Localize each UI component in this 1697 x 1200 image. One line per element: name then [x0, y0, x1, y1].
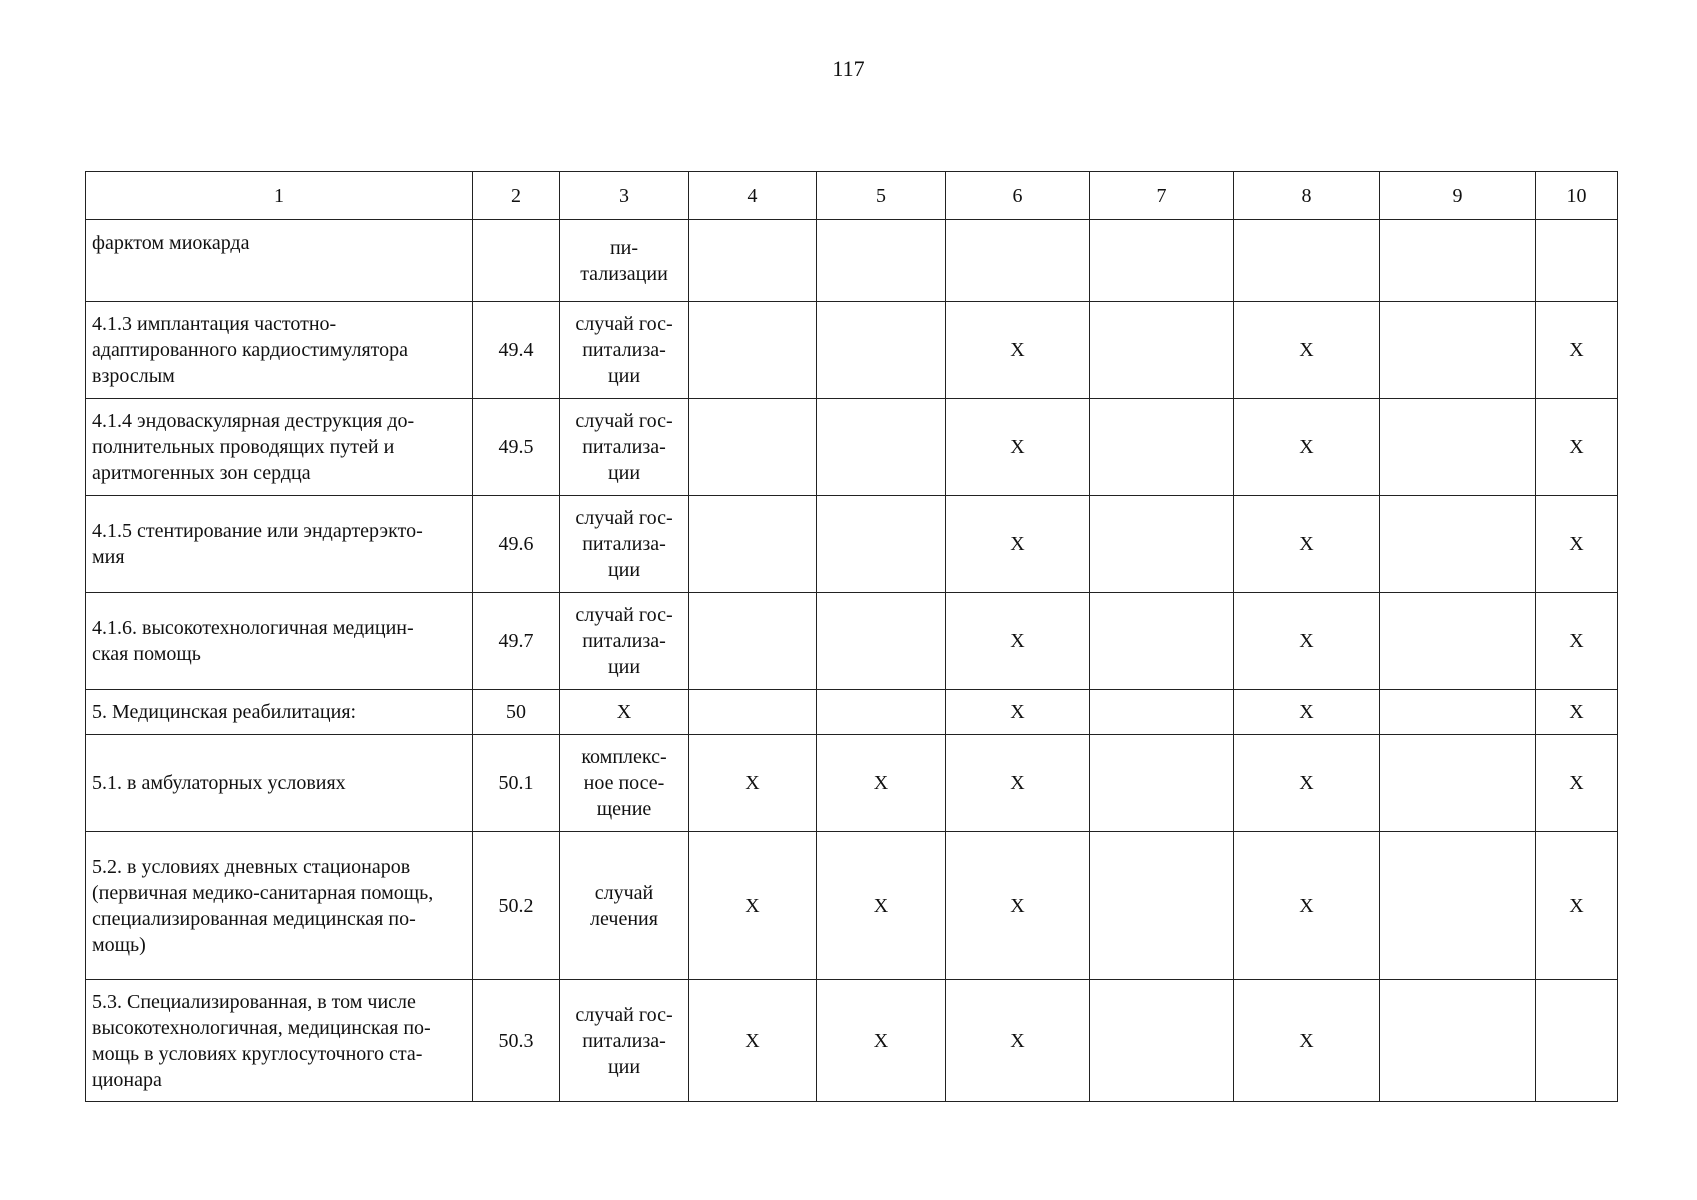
row-name: 5.1. в амбулаторных условиях — [86, 735, 473, 832]
cell-col6: X — [946, 302, 1090, 399]
row-unit: случай гос- питализа- ции — [560, 399, 689, 496]
cell-col7 — [1090, 832, 1234, 980]
cell-col4: X — [689, 735, 817, 832]
cell-col9 — [1380, 496, 1536, 593]
cell-col8: X — [1234, 399, 1380, 496]
cell-col7 — [1090, 220, 1234, 302]
row-code: 50.3 — [473, 980, 560, 1102]
cell-col8: X — [1234, 832, 1380, 980]
cell-col5 — [817, 302, 946, 399]
table-row — [86, 690, 1618, 735]
cell-col9 — [1380, 220, 1536, 302]
row-name: 4.1.6. высокотехнологичная медицин- ская помощь — [86, 593, 473, 690]
cell-col4 — [689, 399, 817, 496]
row-code — [473, 220, 560, 302]
column-header: 3 — [560, 172, 689, 220]
table-row — [86, 220, 1618, 302]
cell-col7 — [1090, 980, 1234, 1102]
page-number: 117 — [832, 56, 865, 81]
column-header: 9 — [1380, 172, 1536, 220]
cell-col8: X — [1234, 496, 1380, 593]
cell-col4: X — [689, 980, 817, 1102]
cell-col8 — [1234, 220, 1380, 302]
column-header: 7 — [1090, 172, 1234, 220]
cell-col6: X — [946, 690, 1090, 735]
cell-col8: X — [1234, 980, 1380, 1102]
table-row — [86, 496, 1618, 593]
table-row — [86, 735, 1618, 832]
row-unit: X — [560, 690, 689, 735]
cell-col9 — [1380, 832, 1536, 980]
row-name: 4.1.3 имплантация частотно- адаптированного кардиостимулятора взрослым — [86, 302, 473, 399]
cell-col10: X — [1536, 832, 1618, 980]
row-name: 5. Медицинская реабилитация: — [86, 690, 473, 735]
cell-col4 — [689, 496, 817, 593]
cell-col7 — [1090, 690, 1234, 735]
cell-col4 — [689, 593, 817, 690]
cell-col4 — [689, 302, 817, 399]
column-header: 6 — [946, 172, 1090, 220]
row-code: 50.1 — [473, 735, 560, 832]
data-table — [85, 171, 1618, 1102]
cell-col9 — [1380, 980, 1536, 1102]
table-row — [86, 302, 1618, 399]
table-header-row — [86, 172, 1618, 220]
cell-col10: X — [1536, 690, 1618, 735]
cell-col5 — [817, 496, 946, 593]
cell-col10: X — [1536, 399, 1618, 496]
cell-col6: X — [946, 496, 1090, 593]
cell-col5 — [817, 220, 946, 302]
cell-col8: X — [1234, 593, 1380, 690]
table-row — [86, 399, 1618, 496]
row-unit: случай гос- питализа- ции — [560, 593, 689, 690]
row-name: 4.1.4 эндоваскулярная деструкция до- полнительных проводящих путей и аритмогенных зон сердца — [86, 399, 473, 496]
cell-col6 — [946, 220, 1090, 302]
row-code: 50 — [473, 690, 560, 735]
cell-col6: X — [946, 980, 1090, 1102]
row-name: фарктом миокарда — [86, 220, 473, 302]
cell-col9 — [1380, 302, 1536, 399]
cell-col7 — [1090, 399, 1234, 496]
row-unit: комплекс- ное посе- щение — [560, 735, 689, 832]
cell-col8: X — [1234, 735, 1380, 832]
column-header: 10 — [1536, 172, 1618, 220]
cell-col10: X — [1536, 593, 1618, 690]
row-code: 49.6 — [473, 496, 560, 593]
column-header: 4 — [689, 172, 817, 220]
cell-col9 — [1380, 735, 1536, 832]
column-header: 5 — [817, 172, 946, 220]
row-unit: случай лечения — [560, 832, 689, 980]
cell-col4 — [689, 690, 817, 735]
column-header: 8 — [1234, 172, 1380, 220]
row-unit: случай гос- питализа- ции — [560, 302, 689, 399]
cell-col10 — [1536, 220, 1618, 302]
cell-col7 — [1090, 302, 1234, 399]
row-unit: случай гос- питализа- ции — [560, 496, 689, 593]
cell-col5: X — [817, 980, 946, 1102]
cell-col5 — [817, 593, 946, 690]
cell-col10: X — [1536, 302, 1618, 399]
cell-col6: X — [946, 593, 1090, 690]
cell-col9 — [1380, 399, 1536, 496]
row-name: 5.3. Специализированная, в том числе высокотехнологичная, медицинская по- мощь в условиях круглосуточного ста- ционара — [86, 980, 473, 1102]
cell-col10 — [1536, 980, 1618, 1102]
row-name: 4.1.5 стентирование или эндартерэкто- мия — [86, 496, 473, 593]
cell-col9 — [1380, 593, 1536, 690]
row-code: 49.7 — [473, 593, 560, 690]
cell-col5 — [817, 399, 946, 496]
cell-col10: X — [1536, 496, 1618, 593]
row-code: 50.2 — [473, 832, 560, 980]
column-header: 1 — [86, 172, 473, 220]
cell-col10: X — [1536, 735, 1618, 832]
row-code: 49.4 — [473, 302, 560, 399]
cell-col4 — [689, 220, 817, 302]
cell-col5 — [817, 690, 946, 735]
cell-col6: X — [946, 399, 1090, 496]
cell-col4: X — [689, 832, 817, 980]
cell-col8: X — [1234, 302, 1380, 399]
row-unit: случай гос- питализа- ции — [560, 980, 689, 1102]
cell-col6: X — [946, 832, 1090, 980]
cell-col5: X — [817, 735, 946, 832]
cell-col7 — [1090, 735, 1234, 832]
row-name: 5.2. в условиях дневных стационаров (первичная медико-санитарная помощь, специализированная медицинская по- мощь) — [86, 832, 473, 980]
table-row — [86, 593, 1618, 690]
table-row — [86, 832, 1618, 980]
table-row — [86, 980, 1618, 1102]
cell-col9 — [1380, 690, 1536, 735]
cell-col7 — [1090, 496, 1234, 593]
row-unit: пи- тализации — [560, 220, 689, 302]
cell-col5: X — [817, 832, 946, 980]
cell-col6: X — [946, 735, 1090, 832]
row-code: 49.5 — [473, 399, 560, 496]
cell-col7 — [1090, 593, 1234, 690]
cell-col8: X — [1234, 690, 1380, 735]
column-header: 2 — [473, 172, 560, 220]
